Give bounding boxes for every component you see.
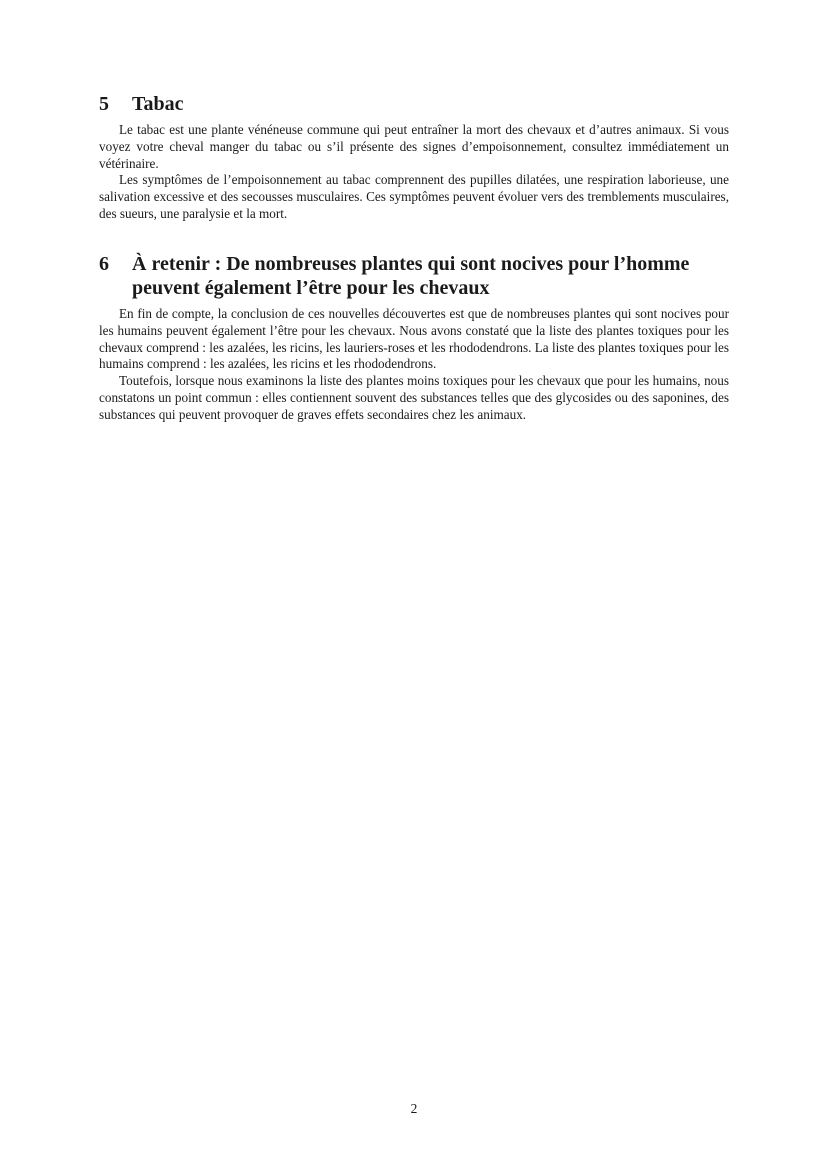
section-number: 6 — [99, 253, 109, 275]
section-heading — [99, 252, 729, 300]
paragraph: En fin de compte, la conclusion de ces nouvelles découvertes est que de nombreuses plantes qui sont nocives pour les humains peuvent également l’être pour les chevaux. Nous avons constaté que la liste des plantes toxiques pour les chevaux comprend : les azalées, les ricins, les lauriers-roses et les rhododendrons. La liste des plantes toxiques pour les humains comprend : les azalées, les ricins et les rhododendrons. — [99, 306, 729, 372]
page-number: 2 — [410, 1101, 418, 1116]
paragraph: Le tabac est une plante vénéneuse commune qui peut entraîner la mort des chevaux et d’autres animaux. Si vous voyez votre cheval manger du tabac ou s’il présente des signes d’empoisonnement, consultez immédiatement un vétérinaire. — [99, 122, 729, 171]
section-title: À retenir : De nombreuses plantes qui sont nocives pour l’homme peuvent également l’être pour les chevaux — [132, 253, 690, 299]
paragraph: Toutefois, lorsque nous examinons la liste des plantes moins toxiques pour les chevaux que pour les humains, nous constatons un point commun : elles contiennent souvent des substances telles que des glycosides ou des saponines, des substances qui peuvent provoquer de graves effets secondaires chez les animaux. — [99, 373, 729, 422]
section-tabac — [99, 92, 729, 223]
section-number: 5 — [99, 93, 109, 115]
paragraph: Les symptômes de l’empoisonnement au tabac comprennent des pupilles dilatées, une respiration laborieuse, une salivation excessive et des secousses musculaires. Ces symptômes peuvent évoluer vers des tremblements musculaires, des sueurs, une paralysie et la mort. — [99, 172, 729, 221]
section-a-retenir — [99, 252, 729, 424]
section-title: Tabac — [132, 93, 184, 115]
section-heading — [99, 92, 729, 116]
